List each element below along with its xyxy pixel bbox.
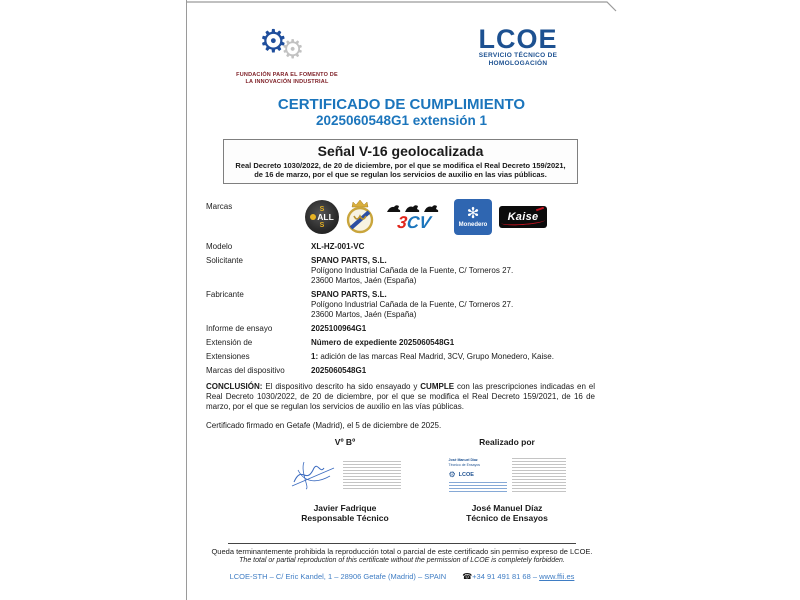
signed-statement: Certificado firmado en Getafe (Madrid), el 5 de diciembre de 2025.: [206, 421, 442, 430]
signer-name: Javier Fadrique: [313, 503, 377, 513]
signature-left-artwork: [257, 451, 433, 499]
ffii-name-line1: FUNDACIÓN PARA EL FOMENTO DE: [236, 72, 338, 78]
field-value: 2025060548G1: [311, 366, 367, 375]
handwritten-signature-icon: [290, 460, 338, 490]
kaise-label: Kaise: [507, 211, 539, 223]
digital-stamp-name: José Manuel Díaz: [448, 458, 478, 462]
lcoe-wordmark: LCOE: [478, 24, 558, 54]
header: [187, 0, 616, 86]
lcoe-subtitle-line2: HOMOLOGACIÓN: [488, 60, 548, 67]
row-extension-de: [206, 338, 596, 348]
monedero-logo: [454, 199, 492, 235]
field-label: Modelo: [206, 242, 233, 251]
conclusion-text1: El dispositivo descrito ha sido ensayado y: [262, 382, 421, 391]
field-label: Marcas del dispositivo: [206, 366, 285, 375]
gear-icon: ⚙: [281, 34, 305, 64]
field-label: Extensiones: [206, 352, 250, 361]
row-modelo: [206, 242, 596, 252]
ffii-logo: [217, 23, 357, 86]
row-informe: [206, 324, 596, 334]
company-name: SPANO PARTS, S.L.: [311, 256, 387, 265]
digital-stamp-lines: [449, 482, 507, 492]
company-name: SPANO PARTS, S.L.: [311, 290, 387, 299]
conclusion-cumple: CUMPLE: [420, 382, 455, 391]
signer-role: Técnico de Ensayos: [466, 513, 548, 523]
field-label: Fabricante: [206, 290, 244, 299]
footer-divider: [228, 543, 576, 544]
lcoe-logo: [458, 26, 578, 86]
digital-signature-smallprint: [512, 458, 566, 492]
signature-right: [417, 437, 597, 523]
footer-phone: [462, 572, 574, 581]
product-regulation: Real Decreto 1030/2022, de 20 de diciembre, por el que se modifica el Real Decreto 159/2021, de 16 de marzo, por el que se regulan los servicios de auxilio en las vias públicas.: [235, 161, 566, 179]
footer-website-link[interactable]: www.ffii.es: [539, 572, 575, 581]
signature-right-artwork: [417, 451, 597, 499]
digital-signature-smallprint: [343, 461, 401, 489]
field-value: 2025100964G1: [311, 324, 367, 333]
signer-role: Responsable Técnico: [301, 513, 389, 523]
details-section: [206, 202, 596, 376]
gear-icon: ⚙: [448, 470, 456, 479]
title-line2: 2025060548G1 extensión 1: [315, 113, 488, 128]
extension-text: adición de las marcas Real Madrid, 3CV, Grupo Monedero, Kaise.: [318, 352, 554, 361]
document-page: [186, 0, 616, 600]
field-value: XL-HZ-001-VC: [311, 242, 365, 251]
signature-right-header: Realizado por: [479, 437, 535, 447]
kaise-logo: [499, 206, 547, 228]
footer-notice-es: Queda terminantemente prohibida la reproducción total o parcial de este certificado sin permiso expreso de LCOE.: [211, 547, 593, 556]
brand-logos: [305, 198, 596, 236]
snowflake-icon: ✻: [466, 204, 480, 222]
company-address1: Polígono Industrial Cañada de la Fuente, C/ Torneros 27.: [311, 300, 514, 309]
signature-left-header: Vº Bº: [334, 437, 356, 447]
signer-name: José Manuel Díaz: [471, 503, 543, 513]
conclusion-text2: con las prescripciones indicadas en el Real Decreto 1030/2022, de 20 de diciembre, por el que se modifica el Real Decreto 159/2021, de 16 de marzo, por el que se regulan los servicios de auxilio en las vías públicas.: [206, 382, 595, 411]
5all-bottom-text: S: [319, 221, 325, 229]
row-fabricante: [206, 290, 596, 320]
monedero-label: Monedero: [458, 221, 488, 228]
lcoe-subtitle-line1: SERVICIO TÉCNICO DE: [478, 52, 558, 59]
conclusion-label: CONCLUSIÓN:: [206, 382, 263, 391]
sun-dot-icon: [310, 214, 316, 220]
3cv-digit: 3: [396, 213, 409, 232]
title-line1: CERTIFICADO DE CUMPLIMIENTO: [277, 96, 526, 113]
field-label: Extensión de: [206, 338, 253, 347]
gear-icon: ⚙: [259, 23, 288, 59]
row-solicitante: [206, 256, 596, 286]
row-extensiones: [206, 352, 596, 362]
product-box: [223, 139, 578, 184]
3cv-logo: [381, 203, 447, 231]
field-label: Informe de ensayo: [206, 324, 273, 333]
company-address2: 23600 Martos, Jaén (España): [311, 310, 417, 319]
extension-number: 1:: [311, 352, 319, 361]
company-address2: 23600 Martos, Jaén (España): [311, 276, 417, 285]
digital-stamp-role: Técnico de Ensayos: [448, 462, 481, 467]
phone-icon: ☎: [462, 572, 473, 581]
real-madrid-crest-icon: [346, 199, 374, 235]
signature-left: [257, 437, 433, 523]
ffii-name-line2: LA INNOVACIÓN INDUSTRIAL: [245, 79, 329, 85]
signatures-section: [187, 437, 616, 533]
conclusion-paragraph: [206, 382, 595, 412]
5all-mid-text: ALL: [317, 211, 334, 222]
certificate-title: [187, 96, 616, 129]
footer-address: LCOE-STH – C/ Eric Kandel, 1 – 28906 Getafe (Madrid) – SPAIN: [229, 572, 447, 581]
5all-top-text: S: [319, 205, 325, 213]
field-label: Marcas: [206, 202, 233, 211]
ffii-gears-icon: [257, 23, 317, 70]
row-marcas: [206, 202, 596, 238]
lcoe-mini-logo: LCOE: [458, 471, 474, 478]
product-name: Señal V-16 geolocalizada: [317, 143, 484, 159]
row-marcas-dispositivo: [206, 366, 596, 376]
footer-phone-number: +34 91 491 81 68 –: [472, 572, 540, 581]
footer-notice-en: The total or partial reproduction of this certificate without the permission of LCOE is completely forbidden.: [239, 557, 565, 564]
5all-badge-logo: [305, 200, 339, 234]
company-address1: Polígono Industrial Cañada de la Fuente, C/ Torneros 27.: [311, 266, 514, 275]
footer: [187, 543, 617, 581]
3cv-letters: CV: [405, 213, 432, 232]
field-label: Solicitante: [206, 256, 243, 265]
field-value: Número de expediente 2025060548G1: [311, 338, 455, 347]
